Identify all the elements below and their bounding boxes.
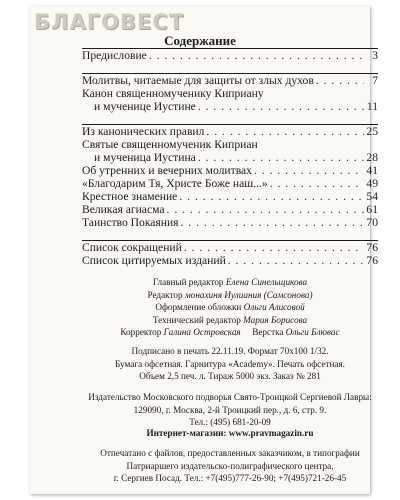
toc-page-number: 76 <box>366 241 378 254</box>
toc-page-number: 76 <box>366 254 378 267</box>
toc-entry <box>82 241 378 254</box>
toc-page-number: 70 <box>366 216 378 229</box>
toc-entry <box>82 87 378 100</box>
credit-corrector-layout: Корректор Галина Островская Верстка Ольги Блювас <box>120 327 340 337</box>
toc-entry <box>82 49 378 62</box>
toc-entry <box>82 254 378 267</box>
toc-page-number: 61 <box>366 203 378 216</box>
imprint-line: Бумага офсетная. Гарнитура «Academy». Печать офсетная. <box>115 358 345 369</box>
toc-entry <box>82 151 378 164</box>
printer-line: Отпечатано с файлов, предоставленных заказчиком, в типографии <box>100 448 360 458</box>
publisher-line: 129090, г. Москва, 2-й Троицкий пер., д. 6, стр. 9. <box>133 404 327 415</box>
toc-entry <box>82 125 378 138</box>
publisher-line: Издательство Московского подворья Свято-Троицкой Сергиевой Лавры: <box>88 392 372 402</box>
toc-dot-leader <box>149 49 364 62</box>
toc-entry-title: Молитвы, читаемые для защиты от злых духов <box>82 74 314 87</box>
toc-entry-title: Список цитируемых изданий <box>82 254 226 267</box>
toc-entry-title: «Благодарим Тя, Христе Боже наш...» <box>82 177 268 190</box>
book-page <box>30 6 378 494</box>
toc-page-number: 41 <box>366 164 378 177</box>
toc-entry-title: Список сокращений <box>82 241 182 254</box>
table-of-contents <box>82 48 378 267</box>
toc-dot-leader <box>228 254 364 267</box>
toc-gap <box>82 113 378 124</box>
toc-dot-leader <box>179 190 364 203</box>
toc-entry <box>82 74 378 87</box>
toc-entry-title: Об утренних и вечерних молитвах <box>82 164 252 177</box>
toc-entry-title: Крестное знамение <box>82 190 178 203</box>
toc-dot-leader <box>198 100 364 113</box>
toc-dot-leader <box>184 241 364 254</box>
publisher-line: Тел.: (495) 681-20-09 <box>189 417 271 427</box>
toc-page-number: 7 <box>372 74 378 87</box>
toc-dot-leader <box>316 74 364 87</box>
toc-entry <box>82 138 378 151</box>
toc-page-number: 3 <box>372 49 378 62</box>
watermark-logo: БЛАГОВЕСТ <box>34 10 185 34</box>
publisher-block <box>70 391 390 429</box>
toc-entry-title: и мученице Иустине <box>94 100 196 113</box>
toc-entry-title: Святые священномученик Киприан <box>82 138 258 151</box>
printer-line: Патриаршего издательско-полиграфического центра, <box>126 460 334 471</box>
toc-page-number: 28 <box>366 151 378 164</box>
toc-dot-leader <box>254 164 364 177</box>
shop-text: Интернет-магазин: www.pravmagazin.ru <box>146 428 314 438</box>
toc-dot-leader <box>167 203 364 216</box>
toc-dot-leader <box>198 151 364 164</box>
toc-entry-title: и мученица Иустина <box>94 151 196 164</box>
toc-page-number: 11 <box>366 100 378 113</box>
shop-line <box>70 427 390 440</box>
toc-entry <box>82 177 378 190</box>
toc-page-number: 49 <box>366 177 378 190</box>
toc-gap <box>82 229 378 240</box>
toc-entry <box>82 203 378 216</box>
toc-entry <box>82 164 378 177</box>
toc-dot-leader <box>181 216 365 229</box>
toc-entry <box>82 100 378 113</box>
credit-cover: Оформление обложки Ольги Алисовой <box>155 302 305 312</box>
toc-dot-leader <box>270 177 364 190</box>
printer-block <box>70 447 390 485</box>
toc-page-number: 54 <box>366 190 378 203</box>
toc-title: Содержание <box>164 33 236 48</box>
printer-line: г. Сергиев Посад. Тел.: +7(495)777-26-90; +7(495)721-26-45 <box>113 473 347 483</box>
toc-entry-title: Из канонических правил <box>82 125 205 138</box>
toc-page-number: 25 <box>366 125 378 138</box>
credit-tech-editor: Технический редактор Мария Борисова <box>152 314 308 325</box>
imprint-line: Объем 2,5 печ. л. Тираж 5000 экз. Заказ № 281 <box>139 371 321 381</box>
toc-entry-title: Таинство Покаяния <box>82 216 179 229</box>
toc-dot-leader <box>206 125 364 138</box>
toc-entry <box>82 190 378 203</box>
credits-block <box>70 276 390 339</box>
imprint-block <box>70 345 390 383</box>
toc-entry-title: Канон священномученику Киприану <box>82 87 264 100</box>
credit-editor: Редактор монахиня Иулиания (Самсонова) <box>147 289 313 300</box>
imprint-line: Подписано в печать 22.11.19. Формат 70х100 1/32. <box>131 346 329 356</box>
toc-entry-title: Предисловие <box>82 49 147 62</box>
toc-entry-title: Великая агиасма <box>82 203 165 216</box>
credit-chief-editor: Главный редактор Елена Синельщикова <box>152 277 308 287</box>
toc-entry <box>82 216 378 229</box>
toc-gap <box>82 62 378 73</box>
